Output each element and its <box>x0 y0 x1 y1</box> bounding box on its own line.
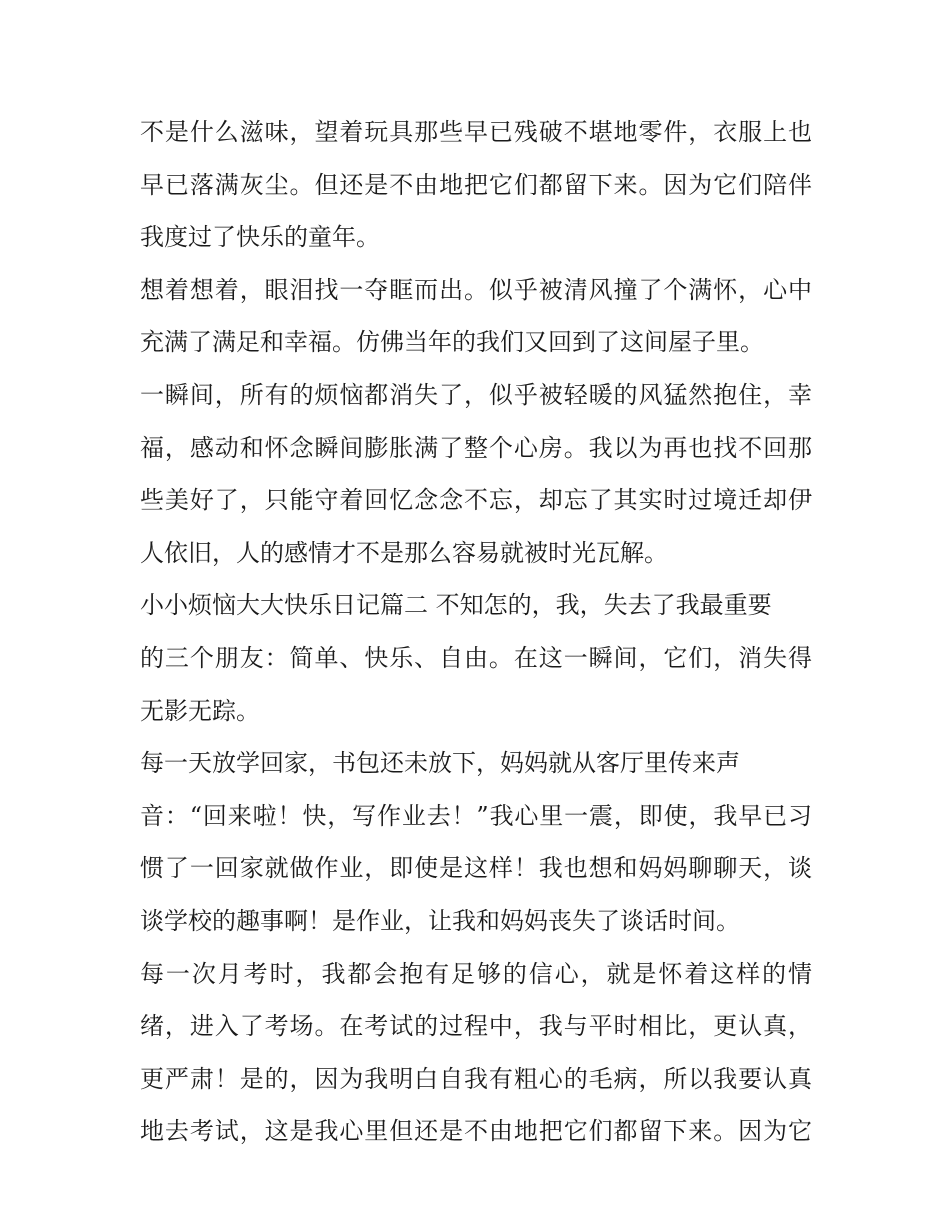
text-line: 人依旧，人的感情才不是那么容易就被时光瓦解。 <box>140 538 668 567</box>
text-line: 充满了满足和幸福。仿佛当年的我们又回到了这间屋子里。 <box>140 328 764 357</box>
text-line: 每一天放学回家，书包还未放下，妈妈就从客厅里传来声 <box>140 749 740 778</box>
text-line: 音：“回来啦！快，写作业去！”我心里一震，即使，我早已习 <box>140 801 812 830</box>
document-body <box>140 106 812 1158</box>
text-line: 小小烦恼大大快乐日记篇二 不知怎的，我，失去了我最重要 <box>140 591 772 620</box>
text-line: 地去考试，这是我心里但还是不由地把它们都留下来。因为它 <box>140 1117 812 1146</box>
text-line: 惯了一回家就做作业，即使是这样！我也想和妈妈聊聊天，谈 <box>140 854 812 883</box>
text-line: 不是什么滋味，望着玩具那些早已残破不堪地零件，衣服上也 <box>140 118 812 146</box>
text-line: 想着想着，眼泪找一夺眶而出。似乎被清风撞了个满怀，心中 <box>140 275 812 304</box>
text-line: 更严肃！是的，因为我明白自我有粗心的毛病，所以我要认真 <box>140 1064 812 1093</box>
text-line: 谈学校的趣事啊！是作业，让我和妈妈丧失了谈话时间。 <box>140 906 740 935</box>
text-line: 些美好了，只能守着回忆念念不忘，却忘了其实时过境迁却伊 <box>140 486 812 515</box>
text-line: 早已落满灰尘。但还是不由地把它们都留下来。因为它们陪伴 <box>140 170 812 199</box>
text-line: 福，感动和怀念瞬间膨胀满了整个心房。我以为再也找不回那 <box>140 433 812 462</box>
text-line: 一瞬间，所有的烦恼都消失了，似乎被轻暖的风猛然抱住，幸 <box>140 380 812 409</box>
text-line: 我度过了快乐的童年。 <box>140 223 380 252</box>
text-line: 无影无踪。 <box>140 696 260 725</box>
text-line: 绪，进入了考场。在考试的过程中，我与平时相比，更认真， <box>140 1012 812 1041</box>
text-line: 每一次月考时，我都会抱有足够的信心，就是怀着这样的情 <box>140 959 812 988</box>
text-line: 的三个朋友：简单、快乐、自由。在这一瞬间，它们，消失得 <box>140 643 812 672</box>
